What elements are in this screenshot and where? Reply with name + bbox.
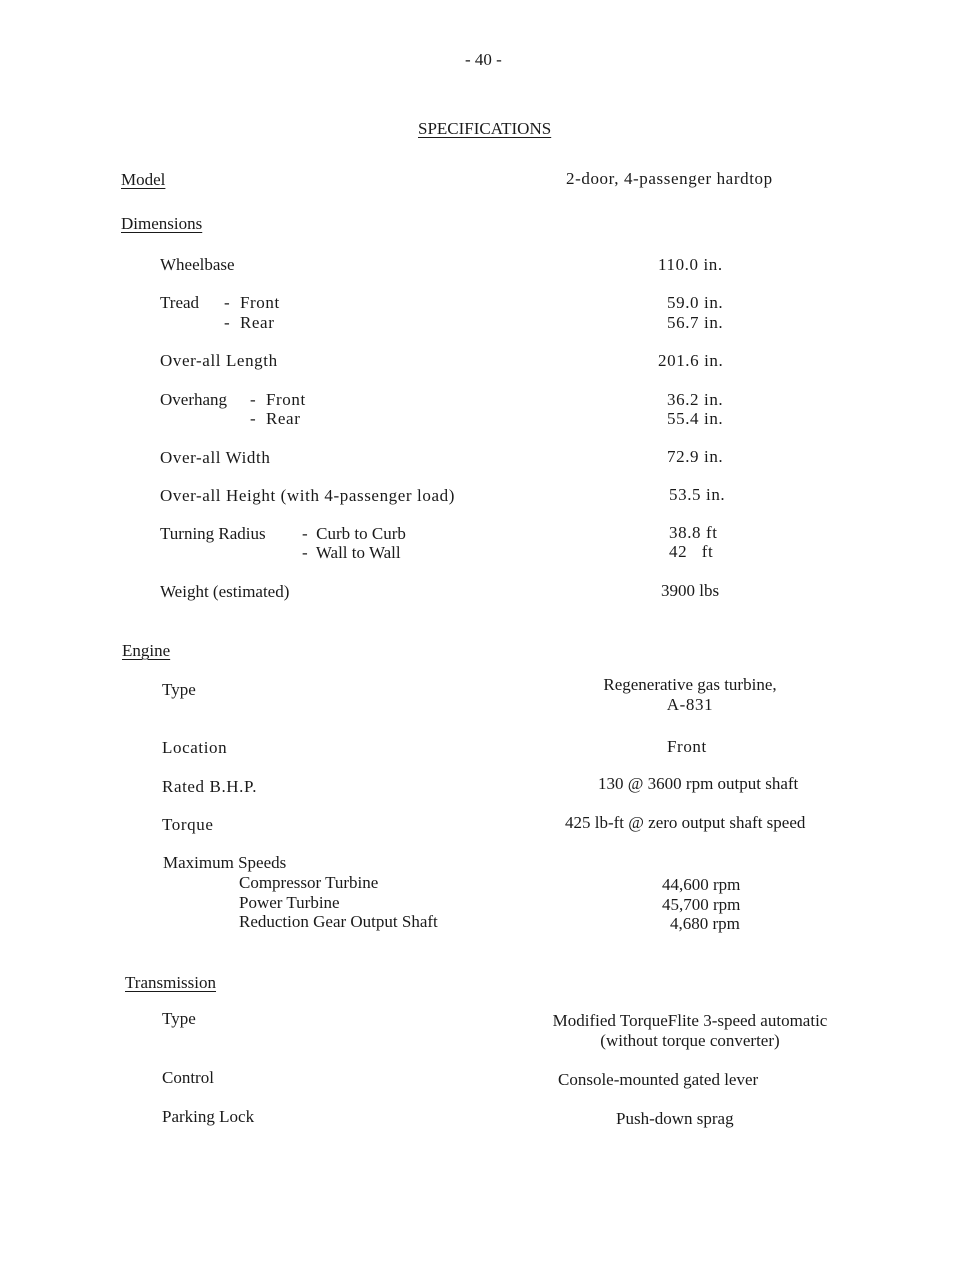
page-number: - 40 - [465,50,502,69]
transmission-control-value: Console-mounted gated lever [558,1070,759,1089]
engine-type-value-line2: A-831 [666,695,714,714]
engine-torque-value: 425 lb-ft @ zero output shaft speed [565,813,806,832]
overhang-front-value: 36.2 in. [667,390,724,409]
overall-width-value: 72.9 in. [667,447,724,466]
tread-rear-label: - Rear [224,313,275,332]
engine-bhp-label: Rated B.H.P. [162,777,258,796]
max-speeds-label: Maximum Speeds [163,853,287,872]
turning-wall-value: 42 ft [669,542,714,561]
transmission-control-label: Control [162,1068,214,1087]
weight-value: 3900 lbs [661,581,720,600]
overhang-rear-value: 55.4 in. [667,409,724,428]
overhang-front-label: - Front [250,390,306,409]
weight-label: Weight (estimated) [160,582,290,601]
engine-location-value: Front [667,737,707,756]
engine-location-label: Location [162,738,228,757]
wheelbase-value: 110.0 in. [658,255,723,274]
engine-bhp-value: 130 @ 3600 rpm output shaft [598,774,799,793]
turning-radius-label: Turning Radius [160,524,266,543]
overhang-label: Overhang [160,390,228,409]
parking-lock-label: Parking Lock [162,1107,255,1126]
overall-height-value: 53.5 in. [669,485,726,504]
reduction-gear-label: Reduction Gear Output Shaft [239,912,438,931]
page-title: SPECIFICATIONS [418,119,552,138]
tread-front-label: - Front [224,293,280,312]
dimensions-heading: Dimensions [121,214,203,233]
transmission-type-value-line1: Modified TorqueFlite 3-speed automatic [552,1011,828,1030]
power-turbine-value: 45,700 rpm [662,895,741,914]
overall-width-label: Over-all Width [160,448,271,467]
turning-wall-label: - Wall to Wall [302,543,401,562]
tread-front-value: 59.0 in. [667,293,724,312]
wheelbase-label: Wheelbase [160,255,235,274]
engine-heading: Engine [122,641,171,660]
overall-height-label: Over-all Height (with 4-passenger load) [160,486,455,505]
transmission-type-value-line2: (without torque converter) [600,1031,780,1050]
overhang-rear-label: - Rear [250,409,301,428]
transmission-heading: Transmission [125,973,217,992]
model-value: 2-door, 4-passenger hardtop [566,169,773,188]
power-turbine-label: Power Turbine [239,893,340,912]
model-label: Model [121,170,166,189]
parking-lock-value: Push-down sprag [616,1109,734,1128]
engine-torque-label: Torque [162,815,214,834]
turning-curb-label: - Curb to Curb [302,524,406,543]
compressor-turbine-label: Compressor Turbine [239,873,379,892]
engine-type-value-line1: Regenerative gas turbine, [603,675,777,694]
overall-length-value: 201.6 in. [658,351,724,370]
reduction-gear-value: 4,680 rpm [670,914,740,933]
engine-type-label: Type [162,680,196,699]
overall-length-label: Over-all Length [160,351,278,370]
tread-label: Tread [160,293,200,312]
compressor-turbine-value: 44,600 rpm [662,875,741,894]
tread-rear-value: 56.7 in. [667,313,724,332]
transmission-type-label: Type [162,1009,196,1028]
turning-curb-value: 38.8 ft [669,523,718,542]
